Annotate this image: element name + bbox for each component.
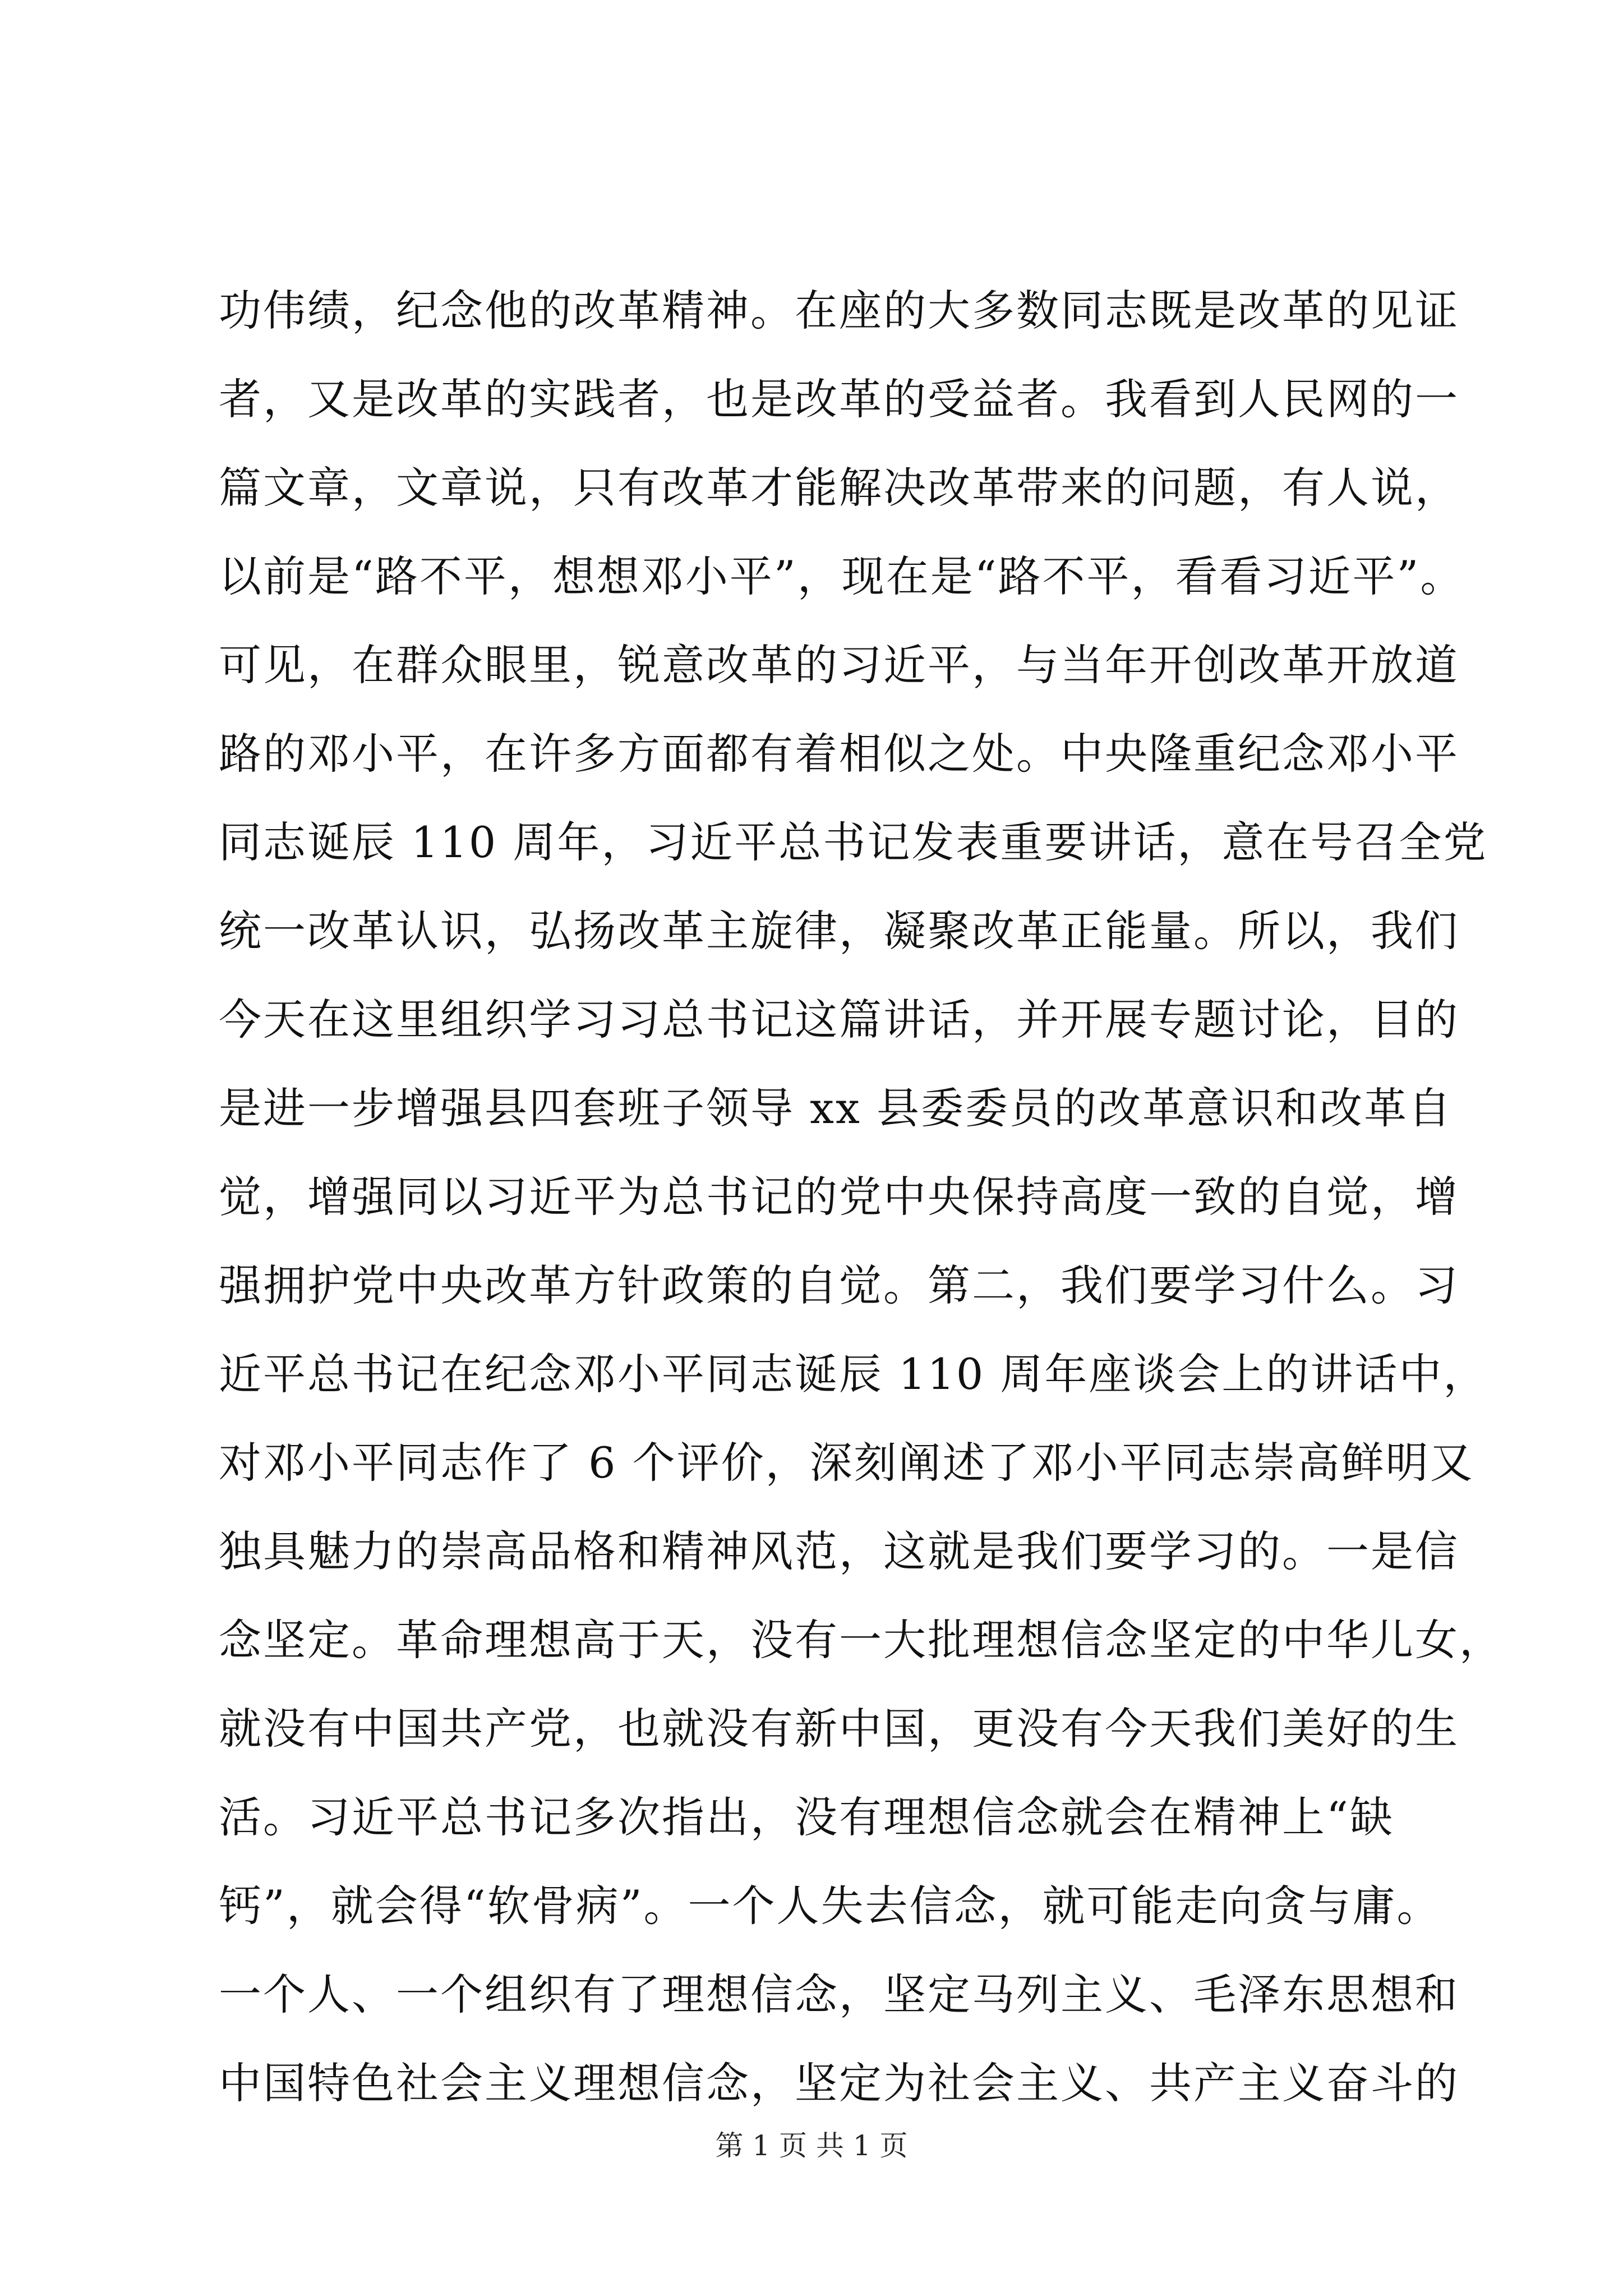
text-line: 对邓小平同志作了 6 个评价，深刻阐述了邓小平同志崇高鲜明又 (219, 1438, 1474, 1488)
page-footer: 第 1 页 共 1 页 (715, 2129, 908, 2162)
text-line: 以前是“路不平，想想邓小平”，现在是“路不平，看看习近平”。 (219, 551, 1465, 601)
text-line: 念坚定。革命理想高于天，没有一大批理想信念坚定的中华儿女， (219, 1615, 1504, 1665)
text-line: 篇文章，文章说，只有改革才能解决改革带来的问题，有人说， (219, 463, 1459, 513)
text-line: 觉，增强同以习近平为总书记的党中央保持高度一致的自觉，增 (219, 1172, 1459, 1222)
text-line: 中国特色社会主义理想信念，坚定为社会主义、共产主义奋斗的 (219, 2058, 1459, 2108)
text-line: 钙”，就会得“软骨病”。一个人失去信念，就可能走向贪与庸。 (219, 1881, 1441, 1931)
text-line: 统一改革认识，弘扬改革主旋律，凝聚改革正能量。所以，我们 (219, 906, 1459, 956)
text-line: 同志诞辰 110 周年，习近平总书记发表重要讲话，意在号召全党 (219, 817, 1488, 867)
text-line: 活。习近平总书记多次指出，没有理想信念就会在精神上“缺 (219, 1792, 1394, 1842)
text-line: 路的邓小平，在许多方面都有着相似之处。中央隆重纪念邓小平 (219, 729, 1459, 779)
text-line: 独具魅力的崇高品格和精神风范，这就是我们要学习的。一是信 (219, 1526, 1459, 1576)
text-line: 近平总书记在纪念邓小平同志诞辰 110 周年座谈会上的讲话中， (219, 1349, 1488, 1399)
text-line: 今天在这里组织学习习总书记这篇讲话，并开展专题讨论，目的 (219, 995, 1459, 1045)
text-line: 一个人、一个组织有了理想信念，坚定马列主义、毛泽东思想和 (219, 1970, 1459, 2019)
text-line: 功伟绩，纪念他的改革精神。在座的大多数同志既是改革的见证 (219, 286, 1459, 335)
text-line: 就没有中国共产党，也就没有新中国，更没有今天我们美好的生 (219, 1704, 1459, 1754)
text-line: 者，又是改革的实践者，也是改革的受益者。我看到人民网的一 (219, 374, 1459, 424)
text-line: 是进一步增强县四套班子领导 xx 县委委员的改革意识和改革自 (219, 1083, 1453, 1133)
text-line: 可见，在群众眼里，锐意改革的习近平，与当年开创改革开放道 (219, 640, 1459, 690)
text-line: 强拥护党中央改革方针政策的自觉。第二，我们要学习什么。习 (219, 1260, 1459, 1310)
body-text (219, 266, 1504, 2128)
